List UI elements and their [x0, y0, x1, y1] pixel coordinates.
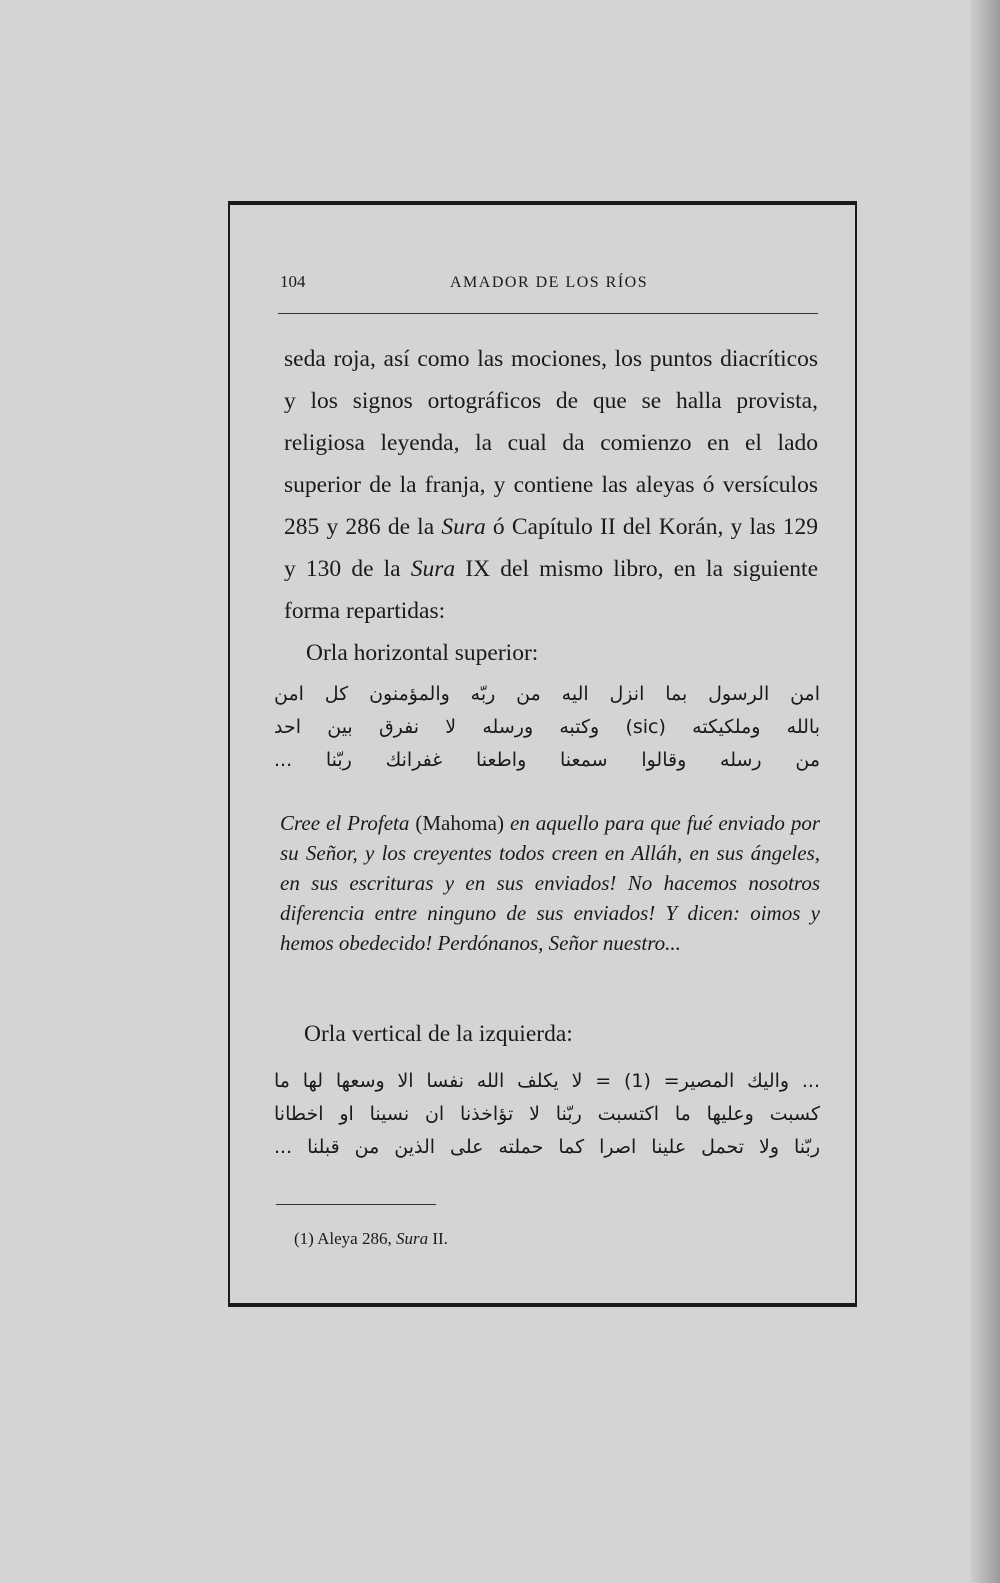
arabic-line: كسبت وعليها ما اكتسبت ربّنا لا تؤاخذنا ان نسينا او اخطانا [274, 1103, 820, 1125]
section-heading-left: Orla vertical de la izquierda: [304, 1021, 573, 1047]
spanish-translation: Cree el Profeta (Mahoma) en aquello para que fué enviado por su Señor, y los creyentes todos creen en Alláh, en sus ángeles, en sus escrituras y en sus enviados! No hacemos nosotros diferencia entre ninguno de sus enviados! Y dicen: oimos y hemos obedecido! Perdónanos, Señor nuestro... [280, 811, 820, 955]
body-text [284, 338, 818, 674]
arabic-line: امن الرسول بما انزل اليه من ربّه والمؤمنون كل امن [274, 683, 820, 705]
page-header [280, 272, 820, 298]
header-rule [278, 313, 818, 314]
arabic-line: ربّنا ولا تحمل علينا اصرا كما حملته على الذين من قبلنا ... [274, 1136, 820, 1158]
arabic-line: ... واليك المصير= (1) = لا يكلف الله نفسا الا وسعها لها ما [274, 1070, 820, 1092]
arabic-line: بالله وملكيكته (sic) وكتبه ورسله لا نفرق بين احد [274, 716, 820, 738]
arabic-verse-left [274, 1065, 820, 1164]
footnote: (1) Aleya 286, Sura II. [294, 1229, 448, 1248]
main-paragraph: seda roja, así como las mociones, los puntos diacríticos y los signos ortográficos de que se halla provista, religiosa leyenda, la cual da comienzo en el lado superior de la franja, y contiene las aleyas ó versículos 285 y 286 de la Sura ó Capítulo II del Korán, y las 129 y 130 de la Sura IX del mismo libro, en la siguiente forma repartidas: [284, 346, 818, 624]
page-edge-shadow [970, 0, 1000, 1583]
arabic-line: من رسله وقالوا سمعنا واطعنا غفرانك ربّنا ... [274, 749, 820, 771]
arabic-verse-top [274, 678, 820, 777]
running-title: AMADOR DE LOS RÍOS [450, 274, 649, 291]
footnote-rule [276, 1204, 436, 1205]
page-number: 104 [280, 272, 306, 291]
section-heading-top: Orla horizontal superior: [306, 640, 539, 666]
